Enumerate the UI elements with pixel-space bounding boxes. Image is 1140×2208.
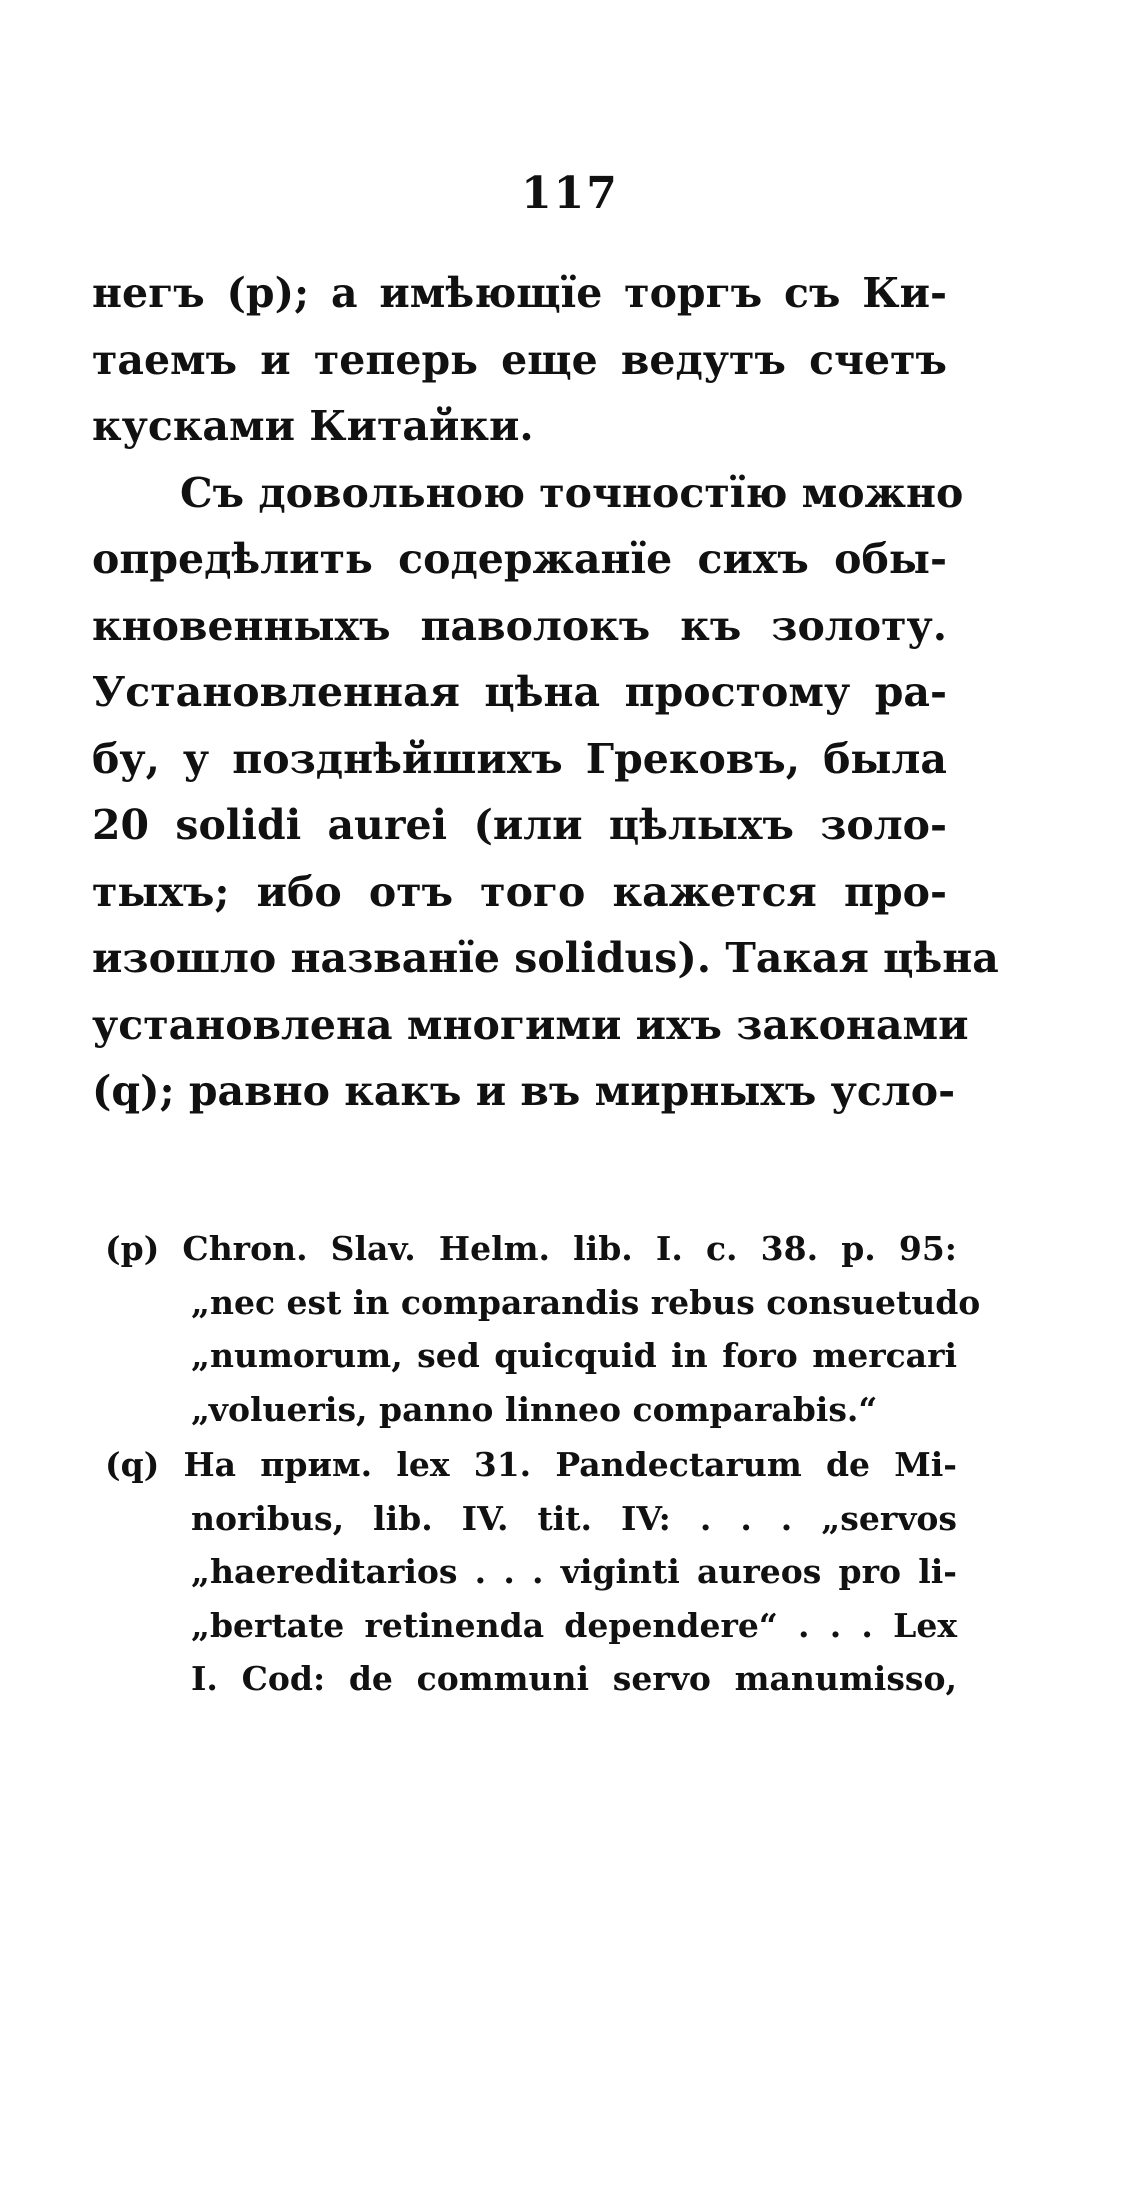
body-line: установлена многими ихъ законами: [92, 1000, 969, 1049]
body-line: Установленная цѣна простому ра-: [92, 668, 947, 716]
body-line: тыхъ; ибо отъ того кажется про-: [92, 867, 947, 916]
footnote-line: „haereditarios . . . viginti aureos pro li-: [191, 1552, 957, 1591]
footnote-line: (q) На прим. lex 31. Pandectarum de Mi-: [105, 1445, 957, 1484]
body-line: (q); равно какъ и въ мирныхъ усло-: [92, 1067, 956, 1115]
footnote-line: I. Cod: de communi servo manumisso,: [191, 1659, 957, 1698]
footnote-line: „nec est in comparandis rebus consuetudo: [191, 1282, 981, 1322]
body-line: 20 solidi aurei (или цѣлыхъ золо-: [92, 801, 947, 849]
body-line: бу, у позднѣйшихъ Грековъ, была: [92, 734, 947, 783]
main-text: [92, 260, 999, 1125]
footnote-line: noribus, lib. IV. tit. IV: . . . „servos: [191, 1498, 957, 1538]
body-line: кусками Китайки.: [92, 402, 534, 450]
body-line: Съ довольною точностїю можно: [180, 468, 964, 517]
footnote-line: (p) Chron. Slav. Helm. lib. I. c. 38. p. 95:: [105, 1229, 957, 1268]
body-line: таемъ и теперь еще ведутъ счетъ: [92, 335, 947, 384]
body-line: кновенныхъ паволокъ къ золоту.: [92, 601, 947, 650]
body-line: негъ (p); а имѣющїе торгъ съ Ки-: [92, 269, 947, 317]
body-line: опредѣлить содержанїе сихъ обы-: [92, 535, 947, 583]
footnote-line: „bertate retinenda dependere“ . . . Lex: [191, 1605, 957, 1645]
page-number: 117: [521, 168, 619, 219]
footnotes: [105, 1222, 981, 1708]
footnote-line: „volueris, panno linneo comparabis.“: [191, 1389, 878, 1429]
footnote-line: „numorum, sed quicquid in foro mercari: [191, 1336, 957, 1375]
footnote-q: [105, 1438, 957, 1706]
footnote-p: [105, 1222, 981, 1436]
body-line: изошло названїе solidus). Такая цѣна: [92, 934, 999, 982]
